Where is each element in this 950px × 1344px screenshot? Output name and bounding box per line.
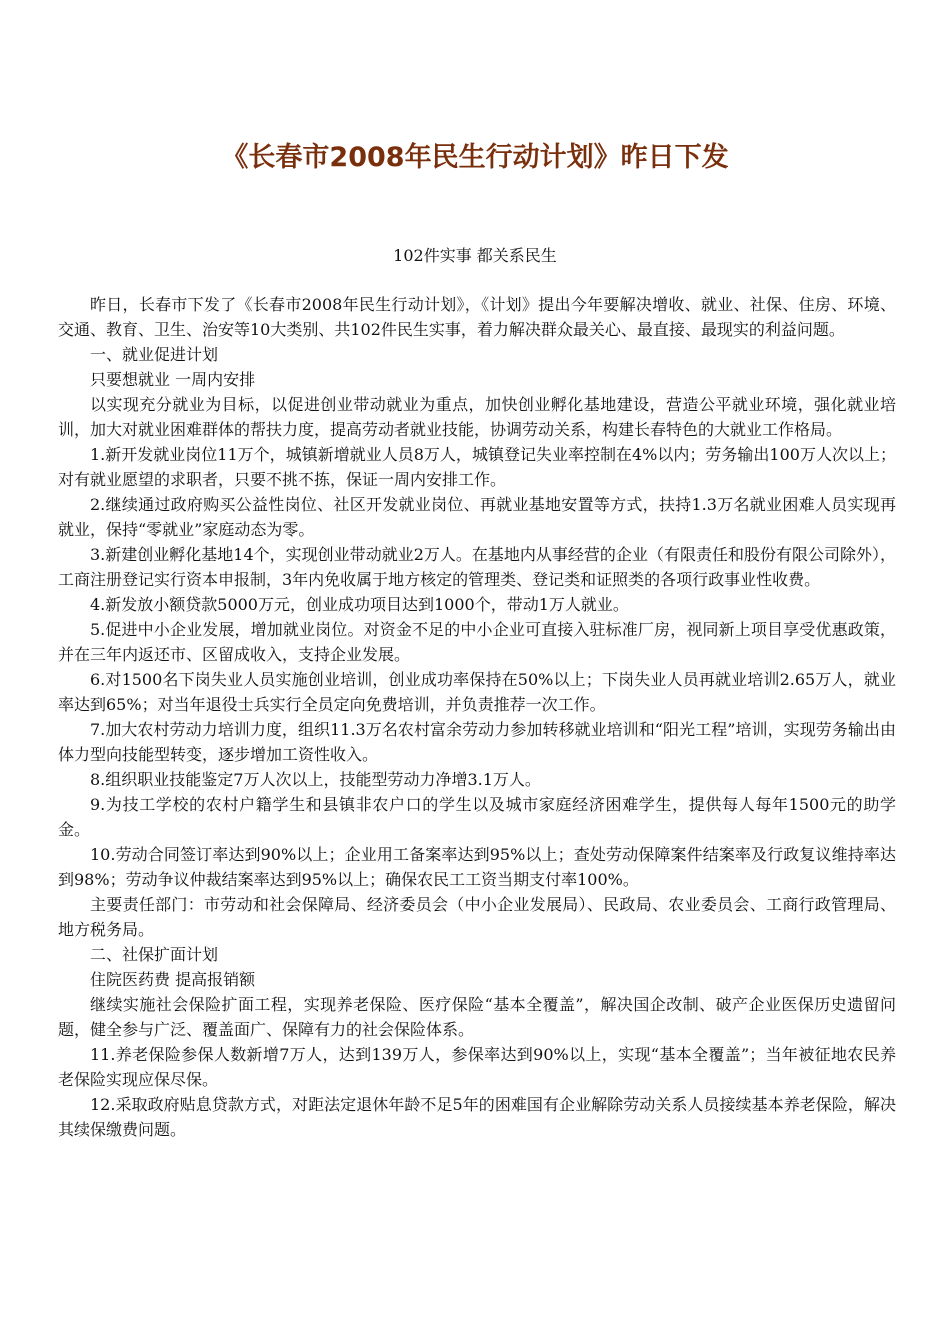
body-paragraph: 一、就业促进计划 [90,345,219,364]
body-paragraph: 9.为技工学校的农村户籍学生和县镇非农户口的学生以及城市家庭经济困难学生，提供每人每年1500元的助学金。 [58,795,896,839]
document-title: 《长春市2008年民生行动计划》昨日下发 [221,142,729,173]
body-paragraph: 8.组织职业技能鉴定7万人次以上，技能型劳动力净增3.1万人。 [90,770,541,789]
body-paragraph: 昨日，长春市下发了《长春市2008年民生行动计划》，《计划》提出今年要解决增收、就业、社保、住房、环境、交通、教育、卫生、治安等10大类别、共102件民生实事，着力解决群众最关心、最直接、最现实的利益问题。 [58,295,896,339]
body-paragraph: 11.养老保险参保人数新增7万人，达到139万人，参保率达到90%以上，实现“基本全覆盖”；当年被征地农民养老保险实现应保尽保。 [58,1045,896,1089]
body-paragraph: 7.加大农村劳动力培训力度，组织11.3万名农村富余劳动力参加转移就业培训和“阳光工程”培训，实现劳务输出由体力型向技能型转变，逐步增加工资性收入。 [58,720,896,764]
document-subtitle: 102件实事 都关系民生 [393,246,557,265]
body-paragraph: 1.新开发就业岗位11万个，城镇新增就业人员8万人，城镇登记失业率控制在4%以内；劳务输出100万人次以上；对有就业愿望的求职者，只要不挑不拣，保证一周内安排工作。 [58,445,896,489]
body-paragraph: 继续实施社会保险扩面工程，实现养老保险、医疗保险“基本全覆盖”，解决国企改制、破产企业医保历史遗留问题，健全参与广泛、覆盖面广、保障有力的社会保险体系。 [58,995,896,1039]
body-paragraph: 以实现充分就业为目标，以促进创业带动就业为重点，加快创业孵化基地建设，营造公平就业环境，强化就业培训，加大对就业困难群体的帮扶力度，提高劳动者就业技能，协调劳动关系，构建长春特色的大就业工作格局。 [58,395,896,439]
body-paragraph: 12.采取政府贴息贷款方式，对距法定退休年龄不足5年的困难国有企业解除劳动关系人员接续基本养老保险，解决其续保缴费问题。 [58,1095,896,1139]
body-paragraph: 二、社保扩面计划 [90,945,219,964]
body-paragraph: 6.对1500名下岗失业人员实施创业培训，创业成功率保持在50%以上；下岗失业人员再就业培训2.65万人，就业率达到65%；对当年退役士兵实行全员定向免费培训，并负责推荐一次工作。 [58,670,896,714]
body-paragraph: 10.劳动合同签订率达到90%以上；企业用工备案率达到95%以上；查处劳动保障案件结案率及行政复议维持率达到98%；劳动争议仲裁结案率达到95%以上；确保农民工工资当期支付率100%。 [58,845,896,889]
body-paragraph: 住院医药费 提高报销额 [90,970,256,989]
body-paragraph: 主要责任部门：市劳动和社会保障局、经济委员会（中小企业发展局）、民政局、农业委员会、工商行政管理局、地方税务局。 [58,895,896,939]
body-paragraph: 5.促进中小企业发展，增加就业岗位。对资金不足的中小企业可直接入驻标准厂房，视同新上项目享受优惠政策，并在三年内返还市、区留成收入，支持企业发展。 [58,620,896,664]
body-paragraph: 4.新发放小额贷款5000万元，创业成功项目达到1000个，带动1万人就业。 [90,595,629,614]
body-paragraph: 3.新建创业孵化基地14个，实现创业带动就业2万人。在基地内从事经营的企业（有限责任和股份有限公司除外），工商注册登记实行资本申报制，3年内免收属于地方核定的管理类、登记类和证照类的各项行政事业性收费。 [58,545,896,589]
body-paragraph: 2.继续通过政府购买公益性岗位、社区开发就业岗位、再就业基地安置等方式，扶持1.3万名就业困难人员实现再就业，保持“零就业”家庭动态为零。 [58,495,896,539]
body-paragraph: 只要想就业 一周内安排 [90,370,256,389]
document-body [58,292,896,1142]
